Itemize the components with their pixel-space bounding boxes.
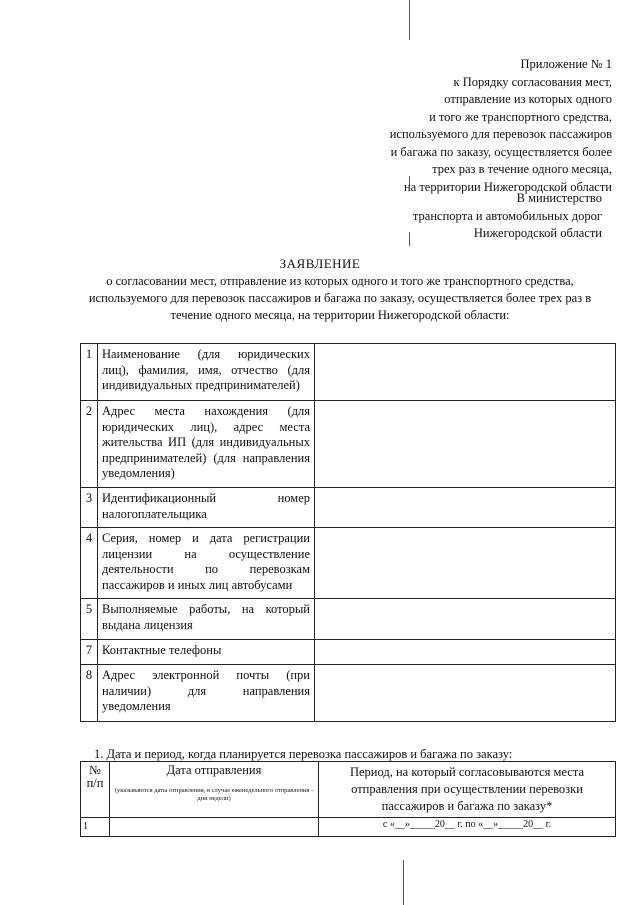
period-field[interactable]: с «__»_____20__ г. по «__»_____20__ г. <box>319 818 616 837</box>
row-label: Серия, номер и дата регистрации лицензии на осуществление деятельности по перевозкам пассажиров и иных лиц автобусами <box>98 528 315 599</box>
addressee-line: Нижегородской области <box>473 226 602 240</box>
row-number: 2 <box>81 401 98 488</box>
row-value-field[interactable] <box>315 401 616 488</box>
row-number: 4 <box>81 528 98 599</box>
header-date-note: (указываются даты отправления, в случае еженедельного отправления - дни недели) <box>114 787 314 802</box>
table-row <box>81 488 616 528</box>
table-header-row <box>81 762 616 818</box>
departure-dates-table <box>80 761 616 837</box>
row-label: Выполняемые работы, на который выдана лицензия <box>98 599 315 640</box>
addressee-line: В министерство <box>516 191 602 205</box>
subtitle-line: используемого для перевозок пассажиров и багажа по заказу, осуществляется более трех раз в <box>88 291 592 305</box>
row-label: Наименование (для юридических лиц), фамилия, имя, отчество (для индивидуальных предпринимателей) <box>98 344 315 401</box>
document-title: ЗАЯВЛЕНИЕ <box>279 256 361 271</box>
table-row <box>81 401 616 488</box>
appendix-line: к Порядку согласования мест, <box>453 74 612 89</box>
row-value-field[interactable] <box>315 528 616 599</box>
row-value-field[interactable] <box>315 665 616 722</box>
subtitle-line: течение одного месяца, на территории Нижегородской области: <box>170 308 510 322</box>
table-row <box>81 344 616 401</box>
appendix-header <box>312 56 612 196</box>
row-number: 1 <box>81 344 98 401</box>
addressee-block <box>302 190 602 243</box>
header-period: Период, на который согласовываются места отправления при осуществлении перевозки пассажиров и багажа по заказу* <box>319 762 616 818</box>
header-departure-date <box>110 762 319 818</box>
departure-date-field[interactable] <box>110 818 319 837</box>
row-number: 1 <box>81 818 110 837</box>
section-heading: 1. Дата и период, когда планируется перевозка пассажиров и багажа по заказу: <box>94 747 513 761</box>
row-number: 7 <box>81 640 98 665</box>
appendix-line: на территории Нижегородской области <box>403 179 612 194</box>
table-row <box>81 665 616 722</box>
row-value-field[interactable] <box>315 344 616 401</box>
scan-mark <box>403 860 404 905</box>
table-row <box>81 818 616 837</box>
document-subtitle <box>70 273 610 324</box>
table-row <box>81 599 616 640</box>
addressee-line: транспорта и автомобильных дорог <box>412 208 602 223</box>
row-value-field[interactable] <box>315 488 616 528</box>
row-number: 3 <box>81 488 98 528</box>
header-date-label: Дата отправления <box>166 763 262 777</box>
row-label: Контактные телефоны <box>98 640 315 665</box>
table-row <box>81 640 616 665</box>
row-label: Адрес электронной почты (при наличии) для направления уведомления <box>98 665 315 722</box>
row-number: 5 <box>81 599 98 640</box>
header-number: № п/п <box>81 762 110 818</box>
row-value-field[interactable] <box>315 640 616 665</box>
table-row <box>81 528 616 599</box>
row-label: Адрес места нахождения (для юридических лиц), адрес места жительства ИП (для индивидуальных предпринимателей) (для направления уведомления) <box>98 401 315 488</box>
appendix-line: и того же транспортного средства, <box>429 109 612 124</box>
row-label: Идентификационный номер налогоплательщика <box>98 488 315 528</box>
scan-mark <box>409 0 410 40</box>
subtitle-line: о согласовании мест, отправление из которых одного и того же транспортного средства, <box>106 274 574 288</box>
appendix-line: и багажа по заказу, осуществляется более <box>390 144 612 159</box>
row-number: 8 <box>81 665 98 722</box>
appendix-line: используемого для перевозок пассажиров <box>389 127 612 141</box>
appendix-line: трех раз в течение одного месяца, <box>432 162 612 176</box>
row-value-field[interactable] <box>315 599 616 640</box>
applicant-info-table <box>80 343 616 722</box>
appendix-line: Приложение № 1 <box>520 57 612 71</box>
appendix-line: отправление из которых одного <box>444 92 612 106</box>
